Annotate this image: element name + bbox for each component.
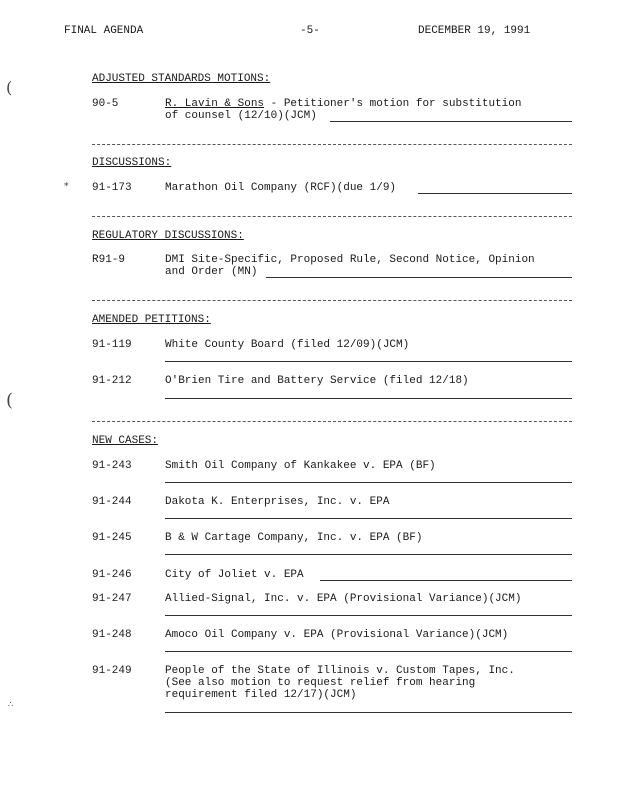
signature-line bbox=[165, 518, 572, 519]
signature-line bbox=[418, 193, 572, 194]
item-description: - Petitioner's motion for substitution bbox=[264, 98, 522, 110]
separator-line bbox=[92, 144, 572, 145]
item-number: 91-246 bbox=[92, 569, 132, 581]
item-text-line2: and Order (MN) bbox=[165, 266, 258, 278]
item-text: Dakota K. Enterprises, Inc. v. EPA bbox=[165, 496, 390, 508]
section-heading-new-cases: NEW CASES: bbox=[92, 435, 159, 447]
margin-asterisk-mark: * bbox=[64, 182, 69, 192]
section-heading-regulatory: REGULATORY DISCUSSIONS: bbox=[92, 230, 244, 242]
item-text: O'Brien Tire and Battery Service (filed 12/18) bbox=[165, 375, 469, 387]
item-text: White County Board (filed 12/09)(JCM) bbox=[165, 339, 410, 351]
item-text-line2: of counsel (12/10)(JCM) bbox=[165, 110, 317, 122]
signature-line bbox=[165, 615, 572, 616]
item-number: 91-245 bbox=[92, 532, 132, 544]
item-text-line2: (See also motion to request relief from hearing bbox=[165, 677, 476, 689]
margin-smudge-mark: ∴ bbox=[8, 700, 14, 709]
item-text bbox=[165, 98, 521, 110]
item-text: Marathon Oil Company (RCF)(due 1/9) bbox=[165, 182, 397, 194]
item-number: 91-173 bbox=[92, 182, 132, 194]
signature-line bbox=[165, 651, 572, 652]
signature-line bbox=[165, 712, 572, 713]
item-number: 91-119 bbox=[92, 339, 132, 351]
signature-line bbox=[165, 482, 572, 483]
item-text: Amoco Oil Company v. EPA (Provisional Variance)(JCM) bbox=[165, 629, 509, 641]
item-number: 91-244 bbox=[92, 496, 132, 508]
item-text-line3: requirement filed 12/17)(JCM) bbox=[165, 689, 357, 701]
item-number: 91-247 bbox=[92, 593, 132, 605]
margin-bracket-mark: ( bbox=[6, 78, 13, 97]
signature-line bbox=[165, 554, 572, 555]
item-text: DMI Site-Specific, Proposed Rule, Second Notice, Opinion bbox=[165, 254, 535, 266]
item-text: Allied-Signal, Inc. v. EPA (Provisional Variance)(JCM) bbox=[165, 593, 522, 605]
section-heading-adjusted: ADJUSTED STANDARDS MOTIONS: bbox=[92, 73, 271, 85]
separator-line bbox=[92, 300, 572, 301]
signature-line bbox=[165, 361, 572, 362]
item-number: 91-243 bbox=[92, 460, 132, 472]
item-text: People of the State of Illinois v. Custom Tapes, Inc. bbox=[165, 665, 515, 677]
item-number: 91-212 bbox=[92, 375, 132, 387]
item-number: 90-5 bbox=[92, 98, 119, 110]
item-text: Smith Oil Company of Kankakee v. EPA (BF) bbox=[165, 460, 436, 472]
separator-line bbox=[92, 216, 572, 217]
item-number: R91-9 bbox=[92, 254, 126, 266]
signature-line bbox=[165, 398, 572, 399]
section-heading-amended: AMENDED PETITIONS: bbox=[92, 314, 211, 326]
item-number: 91-249 bbox=[92, 665, 132, 677]
item-number: 91-248 bbox=[92, 629, 132, 641]
item-text: City of Joliet v. EPA bbox=[165, 569, 304, 581]
header-date: DECEMBER 19, 1991 bbox=[418, 25, 531, 37]
item-text: B & W Cartage Company, Inc. v. EPA (BF) bbox=[165, 532, 423, 544]
header-title: FINAL AGENDA bbox=[64, 25, 144, 37]
separator-line bbox=[92, 421, 572, 422]
signature-line bbox=[330, 121, 572, 122]
signature-line bbox=[266, 277, 572, 278]
page-number: -5- bbox=[300, 25, 320, 37]
section-heading-discussions: DISCUSSIONS: bbox=[92, 157, 172, 169]
signature-line bbox=[320, 580, 572, 581]
margin-bracket-mark: ( bbox=[6, 390, 14, 411]
item-party: R. Lavin & Sons bbox=[165, 98, 265, 110]
